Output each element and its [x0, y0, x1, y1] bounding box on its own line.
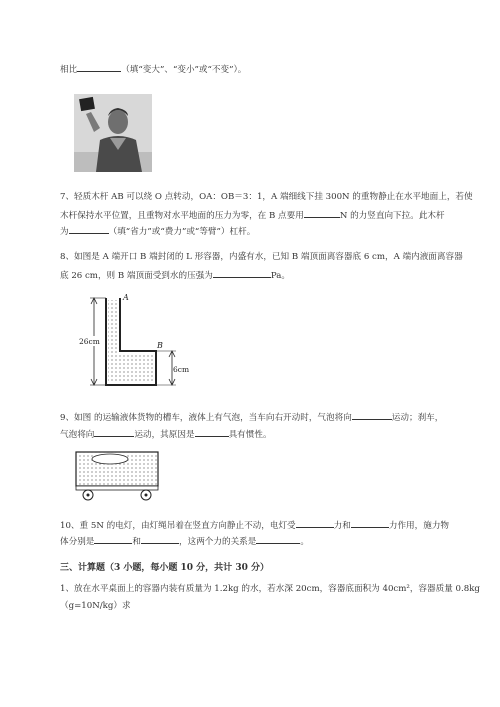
- photo-illustration: [74, 94, 152, 172]
- l-shaped-container-figure: [78, 290, 198, 394]
- q10-text-d: 体分别是: [60, 537, 95, 547]
- q7-line-2: [60, 208, 445, 222]
- q9-brake-direction-blank[interactable]: [94, 427, 134, 437]
- q10-relation-blank[interactable]: [256, 534, 300, 544]
- label-b: B: [157, 341, 163, 350]
- q9-text-c: 气泡将向: [60, 430, 95, 440]
- label-a: A: [123, 293, 129, 302]
- q6-prefix: 相比: [60, 65, 78, 75]
- q10-line-2: [60, 534, 309, 548]
- q10-text-e: 和: [132, 537, 141, 547]
- q10-force1-blank[interactable]: [296, 518, 334, 528]
- q8-pressure-blank[interactable]: [213, 268, 271, 278]
- q9-text-e: 具有惯性。: [228, 430, 272, 440]
- q10-text-f: ，这两个力的关系是: [179, 537, 257, 547]
- q9-line-2: [60, 427, 272, 441]
- q6-answer-blank[interactable]: [77, 62, 121, 72]
- q9-text-d: 运动，其原因是: [134, 430, 195, 440]
- tank-truck-figure: [74, 450, 162, 502]
- q7-line-3: [60, 224, 255, 238]
- water-fill: [108, 300, 154, 383]
- q6-tail-line: [60, 62, 246, 76]
- q8-text-a: 底 26 cm，则 B 端顶面受到水的压强为: [60, 271, 213, 281]
- q10-line-1: [60, 518, 449, 532]
- q6-suffix: （填“变大”、“变小”或“不变”）。: [121, 65, 247, 75]
- q9-text-a: 9、如图 的运输液体货物的槽车，液体上有气泡，当车向右开动时，气泡将向: [60, 413, 352, 423]
- photo-man-holding-object: [74, 94, 152, 172]
- q8-line-1: 8、如图是 A 端开口 B 端封闭的 L 形容器，内盛有水，已知 B 端顶面离容器底 6 cm，A 端内液面离容器: [60, 252, 463, 262]
- q7-text-c: 为: [60, 227, 69, 237]
- dim-label-6: 6cm: [173, 365, 190, 374]
- truck-chassis: [76, 486, 158, 490]
- q9-text-b: 运动；刹车，: [391, 413, 444, 423]
- q7-force-blank[interactable]: [304, 208, 340, 218]
- q7-lever-type-blank[interactable]: [69, 224, 109, 234]
- q8-line-2: [60, 268, 290, 282]
- q7-text-d: （填“省力”或“费力”或“等臂”）杠杆。: [108, 227, 256, 237]
- q9-reason-blank[interactable]: [195, 427, 229, 437]
- q10-source2-blank[interactable]: [141, 534, 179, 544]
- q7-text-a: 木杆保持水平位置，且重物对水平地面的压力为零，在 B 点要用: [60, 211, 304, 221]
- dim-label-26: 26cm: [79, 337, 100, 346]
- q9-start-direction-blank[interactable]: [352, 410, 392, 420]
- q9-line-1: [60, 410, 443, 424]
- calc1-line-1: 1、放在水平桌面上的容器内装有质量为 1.2kg 的水，若水深 20cm，容器底面积为 40cm²，容器质量 0.8kg: [60, 584, 480, 594]
- q7-line-1: 7、轻质木杆 AB 可以绕 O 点转动，OA：OB＝3：1，A 端细线下挂 300N 的重物静止在水平地面上，若使: [60, 192, 473, 202]
- q10-text-a: 10、重 5N 的电灯，由灯绳吊着在竖直方向静止不动，电灯受: [60, 521, 296, 531]
- q10-force2-blank[interactable]: [351, 518, 389, 528]
- q10-text-g: 。: [300, 537, 309, 547]
- air-bubble: [92, 454, 128, 464]
- q8-text-b: Pa。: [270, 271, 290, 281]
- section3-title: 三、计算题（3 小题，每小题 10 分，共计 30 分）: [60, 563, 269, 573]
- q10-source1-blank[interactable]: [94, 534, 132, 544]
- calc1-line-2: （g=10N/kg）求: [60, 601, 131, 611]
- q10-text-c: 力作用，施力物: [388, 521, 450, 531]
- q10-text-b: 力和: [333, 521, 351, 531]
- q7-text-b: N 的力竖直向下拉。此木杆: [339, 211, 445, 221]
